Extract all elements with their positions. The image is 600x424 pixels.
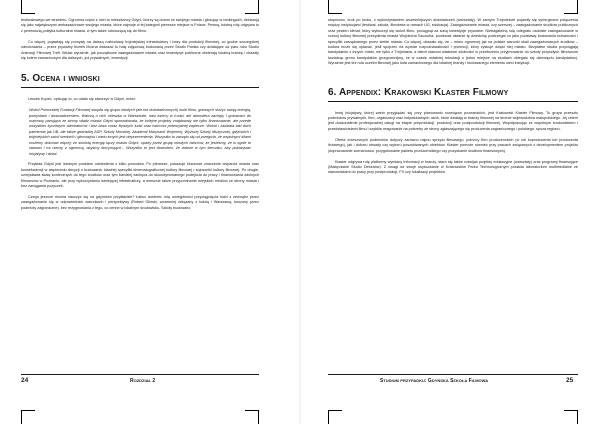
crop-mark [258,410,259,424]
crop-mark [328,0,329,14]
crop-mark [245,410,259,411]
footer-rule [328,374,578,375]
crop-mark [21,410,35,411]
crop-mark [21,13,35,14]
crop-mark [21,0,22,14]
page-number: 24 [21,377,29,384]
crop-mark [577,0,578,14]
paragraph: Przykład Gdyni jest istotnym punktem odniesienia z kilku powodów. Po pierwsze, pokazuje kluczowe znaczenie wsparcia miasta oraz konsekwencji w wspieraniu decyzji o budowaniu lokalnej specyfiki kinematograficznej kultury filmowej i sojuszniki kultury filmowej. Po drugie, uzmysławia skalę koniecznych do tego środków oraz tym bardziej zachęca do skoordynowanego podejścia do pracy i finansowania zdolnych filmowców w Poznaniu, ale przy wykorzystaniu istniejącej infrastruktury, a wreszcie także przypominanie miejskich mediów ze strony miasta i bez zaciągania pożyczek. [21,162,259,189]
crop-mark [21,410,22,424]
paragraph: Innej inicjatywy, której warto przyglądać się przy planowaniu rozwiązań poznańskich, jest Krakowski Klaster Filmowy. To grupa przeszło podmiotów prywatnych, firm, organizacji oraz indywidualnych osób, które działają w branży filmowej na terenie województwa małopolskiego. Jej celem jest doskonalenie profesjonalnej usługi na etapie preprodukcji, produkcji oraz postprodukcji filmowej. Współpracując ze wspólnym środowiskiem i przedstawicielami filmu i szybkie reagowanie na potrzeby ze strony zgłaszającego się producenta zagranicznego i polskiego, spoza regionu. [328,110,578,131]
right-text-column [328,18,578,176]
crop-mark [328,13,342,14]
paragraph: Klaster odgrywa rolę platformy wymiany informacji w branży, stara się także rozwijać projekty edukacyjne (warsztaty) oraz programy finansujące (Małopolskie Studio Debiutów). Z uwagi na swoje usytuowanie w Krakowskim Parku Technologicznym posiada laboratorium multimedialne ze stanowiskami do pracy przy postprodukcji, FX czy lokalizacji projektów. [328,159,578,175]
crop-mark [328,410,329,424]
section-heading: 6. Appendix: Krakowski Klaster Filmowy [328,86,509,98]
running-head: Rozdział 2 [130,378,156,384]
crop-mark [564,13,578,14]
crop-mark [564,410,578,411]
crop-mark [577,410,578,424]
paragraph: festiwalowego we wrześniu. Ogromna część z nich to mieszkańcy Gdyni, którzy są dumni ze swojego miasta i głosując w rankingach, deklarują się jako największymi ambasadorowie swojego miasta, które zajmuje w tej kategorii pierwsze miejsce w Polsce. Pewną, istotną rolę odgrywa tu z pewnością polityka kulturalna miasta, w tym także odnoszącą się do filmu. [21,18,259,33]
left-text-column [21,18,259,211]
section-heading: 5. Ocena i wnioski [21,73,100,85]
block-quote: Wokół Pomorskiej Fundacji Filmowej skupiła się grupa młodych (ale też doświadczonych) ludzi filmu, gotowych służyć swoją energią, pomysłami i doświadczeniem. Walczą o nich mieszka w Warszawie, nasi twórcy w Łodzi; ale atmosfera zachęty i gotowości do rozmowy panująca ze strony władz miasta Gdyni spowodowała, że kolejne projekty znajdowały nie tylko finansowanie, ale przede wszystkim życzliwych admiratorów i bez baza coraz lepszych ludzi oraz twórców potencjalnej zaplecze. Wokół i zadziała taki duch partnerów jak UB, ale także gdańskiej ASP, Szkoły Morskiej, Akademii Marynarki Wojennej, Wyższej Szkoły Muzycznej, gdyńskich i trójmiejskich szkół średnich i gimnazjów i wielu innych jest nieprzecenienia. Wszystko to zaczęło się od przejęcia, że wspólnymi siłami możemy dokonać więcej; że swoistą energię łączy miasto Gdyni, oparty przez grupę młodych twórców, że jesteśmy, że w ogóle to stanowi i na rzeczy z ogromną, abyśmy fascynujące... Wszystko to jest dowodem, że dobrze w tym kierunku, aby pokazywać inicjatywy i dziać. [29,108,251,156]
page-number: 25 [566,377,574,384]
crop-mark [328,410,342,411]
paragraph: stopniowo, krok po kroku, z wykorzystaniem wcześniejszych doświadczeń (warsztaty). W samym Trójmieście pojawiły się synergiczne połączenia między instytucjami (festiwal, szkoła, filmoteka w ramach UG, edukacja). Zaangażowanie miasta, czy szerszej – zaangażowanie środków publicznych oraz pewien klimat, który wytworzył się wokół filmu, pociągnął za sobą inwestycje prywatne. Niebagatelną rolę odegrało osobiste zaangażowanie w rozwój kultury filmowej prezydenta miasta Wojciecha Szczurka, ponieważ właśnie tę dziedzinę postrzegał on jako podstawę budowania tożsamości i specyfiki zarządzanego przez siebie miasta. Co więcej, okazało się, że – mimo ogromnej jak na polskie warunki skali zaangażowanych środków – kultura może się opłacać, jeśli spojrzeć na wymiar rozpoznawalności i promocji, który zyskuje dzięki niej miasto. Bezpłatne studia przyciągają kandydatów z innych miast, nie tylko z Trójmiasta, a talent stanowi właściwe zdolności w przeliczeniu przyjmowanie do szkoły przyszłych filmowców kształcąc grono kandydatów (przypomnijmy, że w czasie ostatniej rekrutacji o jedno miejsce na studiach ubiegało się dziewięciu kandydatów). Wyraźnie jest też rola uczelni filmowej jako koła zamachowego dla lokalnej branży i budowanego elementu sieci instytucji. [328,18,578,66]
right-page [300,0,600,424]
paragraph: Co więcej, pojawiają się pomysły na dalszą rozbudowę trójmiejskiej infrastruktury i bazy dla produkcji filmowej, co godne szczególnej odnotowania – przez prywatny biznes Można wskazać tu halę zdjęciową budowaną przez Studio Panika czy działające od paru roku Studio Animacji Filmowej Trefl. Widać wyraźnie, jak początkowe zaangażowanie miasta oraz inwestycje publiczne otwierają lokalną branżę i okazały się kołem zamachowym dla dalszych, już prywatnych, inwestycji. [21,39,259,60]
paragraph: Leszek Kopeć, opisując to, co udało się stworzyć w Gdyni, mówi: [28,97,136,102]
paragraph: Oferta zrzeszonych podmiotów dotyczy zarówno najmu sprzętu filmowego, pomocy firm producenckich (w roli koproducenta lub producenta liniowego), jak i doboru obsady czy wyboru poszukiwanych obiektów. Klaster pomoże również przy pracach związanych z developmentem projektu (dopracowanie scenariusza, przygotowanie pakietu producenckiego czy pozyskanie środków finansowych). [328,137,578,153]
crop-mark [258,0,259,14]
crop-mark [245,13,259,14]
running-head: Studium przypadku: Gdyńska Szkoła Filmowa [380,378,489,384]
footer-rule [21,374,259,375]
paragraph: Czego jeszcze można nauczyć się na gdyńskim przykładzie? Łatwo dostrzec rolę umiejętności przyciągnięcia ludzi z zewnątrz przez zaangażowanie się w odpowiednich warunkach i perspektywy (Robert Gliński, wcześniej związany z łodzią i Warszawą, kuszony przez podmioty zagraniczne), bez rezygnowania z tego, co cenne w lokalnym środowisku. Szkoły budowano [21,194,259,210]
